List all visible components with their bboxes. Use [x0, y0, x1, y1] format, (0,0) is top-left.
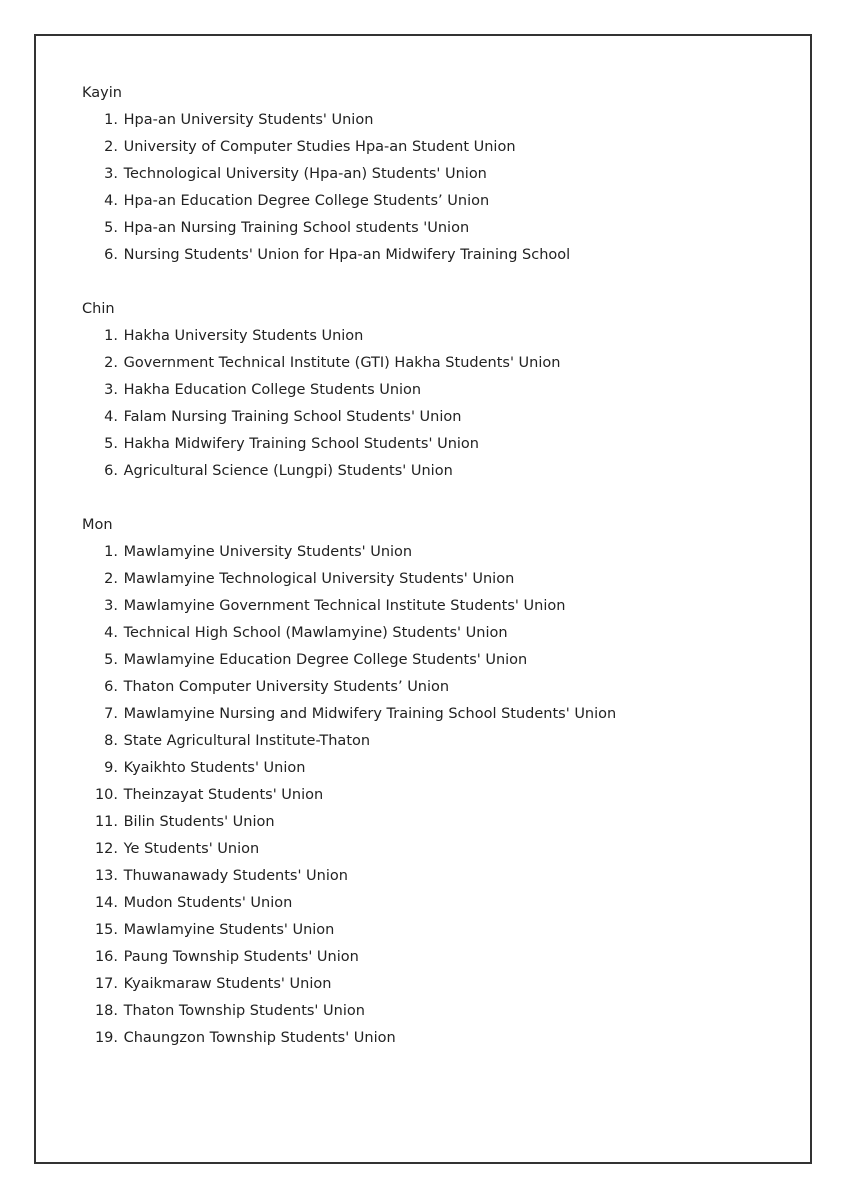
list-item-name: Hpa-an Education Degree College Students’ Union [123, 193, 490, 209]
list-item-name: Hakha University Students Union [123, 328, 364, 344]
list-item-number: 2. [104, 571, 118, 587]
list-item-number: 6. [104, 463, 118, 479]
list-item-name: Kyaikmaraw Students' Union [123, 976, 332, 992]
list-item-number: 3. [104, 598, 118, 614]
list-item-number: 9. [104, 760, 118, 776]
list-item-name: Hakha Midwifery Training School Students' Union [123, 436, 479, 452]
list-item-number: 17. [94, 976, 118, 992]
list-item-number: 2. [104, 139, 118, 155]
list-item-number: 2. [104, 355, 118, 371]
list-item [82, 971, 782, 998]
list-item-name: Mawlamyine Government Technical Institute Students' Union [123, 598, 566, 614]
list-item-number: 6. [104, 679, 118, 695]
list-item-number: 5. [104, 436, 118, 452]
document-body [82, 80, 782, 1079]
list-item-name: Agricultural Science (Lungpi) Students' Union [123, 463, 453, 479]
list-item [82, 1025, 782, 1052]
list-item-name: Hpa-an University Students' Union [123, 112, 374, 128]
list-item-name: State Agricultural Institute-Thaton [123, 733, 371, 749]
list-item-name: Mawlamyine Students' Union [123, 922, 335, 938]
list-item [82, 107, 782, 134]
list-item-number: 19. [94, 1030, 118, 1046]
list-item [82, 350, 782, 377]
list-item-number: 1. [104, 112, 118, 128]
list-item-name: Thaton Township Students' Union [123, 1003, 365, 1019]
list-item [82, 701, 782, 728]
list-item-name: Nursing Students' Union for Hpa-an Midwifery Training School [123, 247, 571, 263]
list-item [82, 161, 782, 188]
list-item-name: Mawlamyine Education Degree College Students' Union [123, 652, 528, 668]
list-item-number: 1. [104, 328, 118, 344]
list-item-name: Thuwanawady Students' Union [123, 868, 348, 884]
org-list [82, 323, 782, 485]
list-item-name: Bilin Students' Union [123, 814, 275, 830]
section-kayin [82, 80, 782, 269]
list-item-name: Government Technical Institute (GTI) Hakha Students' Union [123, 355, 561, 371]
list-item [82, 620, 782, 647]
list-item [82, 134, 782, 161]
list-item [82, 539, 782, 566]
list-item-number: 12. [94, 841, 118, 857]
list-item-number: 3. [104, 382, 118, 398]
section-heading: Mon [82, 517, 113, 533]
list-item-number: 16. [94, 949, 118, 965]
list-item [82, 809, 782, 836]
list-item-name: Theinzayat Students' Union [123, 787, 324, 803]
list-item-name: Ye Students' Union [123, 841, 260, 857]
list-item [82, 728, 782, 755]
list-item [82, 917, 782, 944]
list-item-number: 11. [94, 814, 118, 830]
list-item-name: Mudon Students' Union [123, 895, 293, 911]
list-item-name: Thaton Computer University Students’ Union [123, 679, 450, 695]
list-item [82, 755, 782, 782]
list-item-number: 15. [94, 922, 118, 938]
list-item-name: University of Computer Studies Hpa-an Student Union [123, 139, 516, 155]
list-item-number: 14. [94, 895, 118, 911]
list-item-name: Hakha Education College Students Union [123, 382, 422, 398]
list-item-name: Kyaikhto Students' Union [123, 760, 306, 776]
list-item-number: 7. [104, 706, 118, 722]
list-item-number: 13. [94, 868, 118, 884]
list-item-number: 4. [104, 409, 118, 425]
list-item [82, 593, 782, 620]
list-item-number: 10. [94, 787, 118, 803]
list-item [82, 944, 782, 971]
list-item-number: 5. [104, 652, 118, 668]
list-item [82, 323, 782, 350]
list-item-name: Hpa-an Nursing Training School students 'Union [123, 220, 470, 236]
list-item-name: Paung Township Students' Union [123, 949, 359, 965]
list-item [82, 215, 782, 242]
list-item [82, 566, 782, 593]
section-heading: Kayin [82, 85, 122, 101]
section-chin [82, 296, 782, 485]
list-item [82, 647, 782, 674]
list-item [82, 458, 782, 485]
list-item-name: Mawlamyine Nursing and Midwifery Training School Students' Union [123, 706, 617, 722]
list-item [82, 242, 782, 269]
list-item-number: 5. [104, 220, 118, 236]
list-item [82, 188, 782, 215]
list-item [82, 998, 782, 1025]
list-item-number: 18. [94, 1003, 118, 1019]
list-item [82, 377, 782, 404]
org-list [82, 539, 782, 1052]
list-item-name: Technological University (Hpa-an) Students' Union [123, 166, 487, 182]
section-heading: Chin [82, 301, 115, 317]
list-item [82, 863, 782, 890]
list-item-number: 3. [104, 166, 118, 182]
list-item [82, 890, 782, 917]
list-item-number: 8. [104, 733, 118, 749]
section-mon [82, 512, 782, 1052]
list-item [82, 782, 782, 809]
list-item-name: Mawlamyine University Students' Union [123, 544, 413, 560]
org-list [82, 107, 782, 269]
list-item-name: Technical High School (Mawlamyine) Students' Union [123, 625, 508, 641]
list-item [82, 674, 782, 701]
list-item [82, 836, 782, 863]
list-item-name: Mawlamyine Technological University Students' Union [123, 571, 515, 587]
list-item-name: Falam Nursing Training School Students' Union [123, 409, 462, 425]
list-item-number: 4. [104, 625, 118, 641]
list-item-number: 4. [104, 193, 118, 209]
list-item-name: Chaungzon Township Students' Union [123, 1030, 396, 1046]
list-item [82, 431, 782, 458]
list-item [82, 404, 782, 431]
list-item-number: 6. [104, 247, 118, 263]
list-item-number: 1. [104, 544, 118, 560]
